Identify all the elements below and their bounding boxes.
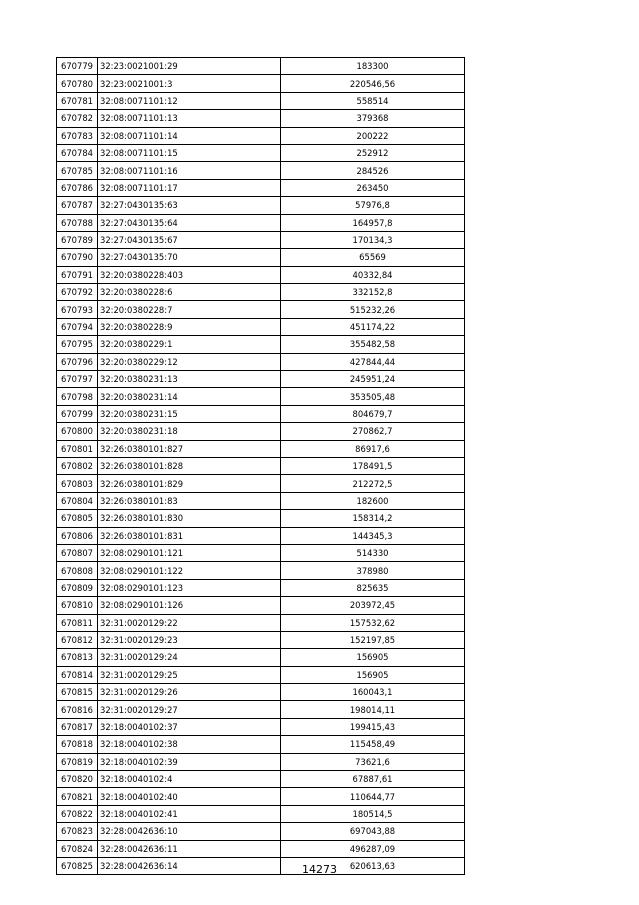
cadastral-number-cell: 32:18:0040102:37 <box>98 718 281 735</box>
value-cell: 212272,5 <box>281 475 465 492</box>
row-id-cell: 670783 <box>57 127 98 144</box>
value-cell: 57976,8 <box>281 197 465 214</box>
cadastral-number-cell: 32:31:0020129:23 <box>98 631 281 648</box>
cadastral-number-cell: 32:08:0071101:16 <box>98 162 281 179</box>
row-id-cell: 670785 <box>57 162 98 179</box>
cadastral-number-cell: 32:20:0380229:12 <box>98 353 281 370</box>
row-id-cell: 670810 <box>57 597 98 614</box>
value-cell: 378980 <box>281 562 465 579</box>
cadastral-number-cell: 32:08:0071101:15 <box>98 144 281 161</box>
row-id-cell: 670784 <box>57 144 98 161</box>
value-cell: 496287,09 <box>281 840 465 857</box>
row-id-cell: 670795 <box>57 336 98 353</box>
value-cell: 178491,5 <box>281 457 465 474</box>
cadastral-number-cell: 32:26:0380101:831 <box>98 527 281 544</box>
cadastral-number-cell: 32:26:0380101:830 <box>98 510 281 527</box>
table-row <box>57 144 465 161</box>
row-id-cell: 670803 <box>57 475 98 492</box>
table-row <box>57 597 465 614</box>
value-cell: 332152,8 <box>281 284 465 301</box>
table-row <box>57 179 465 196</box>
cadastral-number-cell: 32:08:0071101:13 <box>98 110 281 127</box>
cadastral-number-cell: 32:08:0290101:122 <box>98 562 281 579</box>
value-cell: 353505,48 <box>281 388 465 405</box>
value-cell: 263450 <box>281 179 465 196</box>
table-row <box>57 301 465 318</box>
row-id-cell: 670814 <box>57 666 98 683</box>
value-cell: 170134,3 <box>281 231 465 248</box>
cadastral-number-cell: 32:31:0020129:24 <box>98 649 281 666</box>
value-cell: 183300 <box>281 58 465 75</box>
table-row <box>57 614 465 631</box>
row-id-cell: 670802 <box>57 457 98 474</box>
cadastral-number-cell: 32:26:0380101:828 <box>98 457 281 474</box>
table-row <box>57 840 465 857</box>
row-id-cell: 670812 <box>57 631 98 648</box>
cadastral-number-cell: 32:08:0290101:126 <box>98 597 281 614</box>
table-row <box>57 197 465 214</box>
row-id-cell: 670815 <box>57 684 98 701</box>
table-row <box>57 510 465 527</box>
table-row <box>57 214 465 231</box>
row-id-cell: 670824 <box>57 840 98 857</box>
value-cell: 86917,6 <box>281 440 465 457</box>
table-row <box>57 92 465 109</box>
table-row <box>57 266 465 283</box>
table-row <box>57 75 465 92</box>
cadastral-number-cell: 32:20:0380231:13 <box>98 371 281 388</box>
row-id-cell: 670782 <box>57 110 98 127</box>
table-row <box>57 492 465 509</box>
cadastral-number-cell: 32:27:0430135:64 <box>98 214 281 231</box>
table-row <box>57 823 465 840</box>
value-cell: 198014,11 <box>281 701 465 718</box>
value-cell: 804679,7 <box>281 405 465 422</box>
row-id-cell: 670789 <box>57 231 98 248</box>
row-id-cell: 670793 <box>57 301 98 318</box>
table-row <box>57 649 465 666</box>
table-row <box>57 701 465 718</box>
row-id-cell: 670825 <box>57 857 98 874</box>
value-cell: 73621,6 <box>281 753 465 770</box>
cadastral-number-cell: 32:23:0021001:3 <box>98 75 281 92</box>
table-row <box>57 353 465 370</box>
row-id-cell: 670820 <box>57 771 98 788</box>
table-row <box>57 318 465 335</box>
value-cell: 451174,22 <box>281 318 465 335</box>
cadastral-number-cell: 32:20:0380229:1 <box>98 336 281 353</box>
row-id-cell: 670794 <box>57 318 98 335</box>
cadastral-number-cell: 32:26:0380101:827 <box>98 440 281 457</box>
row-id-cell: 670788 <box>57 214 98 231</box>
cadastral-number-cell: 32:08:0071101:14 <box>98 127 281 144</box>
value-cell: 199415,43 <box>281 718 465 735</box>
data-table <box>56 57 465 875</box>
value-cell: 252912 <box>281 144 465 161</box>
table-row <box>57 736 465 753</box>
table-row <box>57 405 465 422</box>
cadastral-number-cell: 32:27:0430135:70 <box>98 249 281 266</box>
row-id-cell: 670807 <box>57 544 98 561</box>
cadastral-number-cell: 32:20:0380228:6 <box>98 284 281 301</box>
cadastral-number-cell: 32:26:0380101:83 <box>98 492 281 509</box>
row-id-cell: 670798 <box>57 388 98 405</box>
value-cell: 427844,44 <box>281 353 465 370</box>
value-cell: 270862,7 <box>281 423 465 440</box>
table-row <box>57 388 465 405</box>
table-row <box>57 423 465 440</box>
value-cell: 67887,61 <box>281 771 465 788</box>
cadastral-number-cell: 32:08:0071101:17 <box>98 179 281 196</box>
row-id-cell: 670821 <box>57 788 98 805</box>
table-row <box>57 562 465 579</box>
row-id-cell: 670805 <box>57 510 98 527</box>
table-row <box>57 666 465 683</box>
value-cell: 697043,88 <box>281 823 465 840</box>
cadastral-number-cell: 32:28:0042636:11 <box>98 840 281 857</box>
cadastral-number-cell: 32:20:0380228:7 <box>98 301 281 318</box>
value-cell: 156905 <box>281 666 465 683</box>
cadastral-number-cell: 32:20:0380228:403 <box>98 266 281 283</box>
table-row <box>57 475 465 492</box>
table-row <box>57 718 465 735</box>
table-row <box>57 440 465 457</box>
value-cell: 110644,77 <box>281 788 465 805</box>
row-id-cell: 670779 <box>57 58 98 75</box>
value-cell: 65569 <box>281 249 465 266</box>
cadastral-number-cell: 32:18:0040102:38 <box>98 736 281 753</box>
table-row <box>57 110 465 127</box>
table-row <box>57 127 465 144</box>
table-row <box>57 771 465 788</box>
row-id-cell: 670796 <box>57 353 98 370</box>
table-row <box>57 162 465 179</box>
cadastral-number-cell: 32:20:0380231:15 <box>98 405 281 422</box>
row-id-cell: 670809 <box>57 579 98 596</box>
row-id-cell: 670801 <box>57 440 98 457</box>
table-row <box>57 631 465 648</box>
row-id-cell: 670780 <box>57 75 98 92</box>
value-cell: 514330 <box>281 544 465 561</box>
cadastral-number-cell: 32:27:0430135:63 <box>98 197 281 214</box>
value-cell: 164957,8 <box>281 214 465 231</box>
row-id-cell: 670806 <box>57 527 98 544</box>
table-row <box>57 527 465 544</box>
row-id-cell: 670786 <box>57 179 98 196</box>
row-id-cell: 670808 <box>57 562 98 579</box>
cadastral-number-cell: 32:08:0290101:121 <box>98 544 281 561</box>
cadastral-number-cell: 32:31:0020129:22 <box>98 614 281 631</box>
row-id-cell: 670813 <box>57 649 98 666</box>
value-cell: 355482,58 <box>281 336 465 353</box>
cadastral-number-cell: 32:31:0020129:27 <box>98 701 281 718</box>
table-row <box>57 788 465 805</box>
cadastral-number-cell: 32:18:0040102:40 <box>98 788 281 805</box>
row-id-cell: 670818 <box>57 736 98 753</box>
cadastral-number-cell: 32:28:0042636:14 <box>98 857 281 874</box>
value-cell: 515232,26 <box>281 301 465 318</box>
row-id-cell: 670800 <box>57 423 98 440</box>
table-row <box>57 753 465 770</box>
cadastral-number-cell: 32:18:0040102:39 <box>98 753 281 770</box>
value-cell: 152197,85 <box>281 631 465 648</box>
row-id-cell: 670791 <box>57 266 98 283</box>
cadastral-number-cell: 32:20:0380231:18 <box>98 423 281 440</box>
value-cell: 40332,84 <box>281 266 465 283</box>
value-cell: 115458,49 <box>281 736 465 753</box>
row-id-cell: 670799 <box>57 405 98 422</box>
value-cell: 180514,5 <box>281 805 465 822</box>
row-id-cell: 670804 <box>57 492 98 509</box>
value-cell: 182600 <box>281 492 465 509</box>
table-row <box>57 336 465 353</box>
value-cell: 156905 <box>281 649 465 666</box>
table-row <box>57 284 465 301</box>
value-cell: 158314,2 <box>281 510 465 527</box>
cadastral-number-cell: 32:28:0042636:10 <box>98 823 281 840</box>
cadastral-number-cell: 32:26:0380101:829 <box>98 475 281 492</box>
value-cell: 558514 <box>281 92 465 109</box>
value-cell: 379368 <box>281 110 465 127</box>
value-cell: 620613,63 <box>281 857 465 874</box>
value-cell: 220546,56 <box>281 75 465 92</box>
value-cell: 157532,62 <box>281 614 465 631</box>
table-row <box>57 579 465 596</box>
value-cell: 200222 <box>281 127 465 144</box>
value-cell: 284526 <box>281 162 465 179</box>
cadastral-number-cell: 32:23:0021001:29 <box>98 58 281 75</box>
value-cell: 203972,45 <box>281 597 465 614</box>
row-id-cell: 670819 <box>57 753 98 770</box>
value-cell: 825635 <box>281 579 465 596</box>
table-row <box>57 544 465 561</box>
value-cell: 160043,1 <box>281 684 465 701</box>
row-id-cell: 670822 <box>57 805 98 822</box>
table-row <box>57 684 465 701</box>
value-cell: 245951,24 <box>281 371 465 388</box>
cadastral-number-cell: 32:27:0430135:67 <box>98 231 281 248</box>
cadastral-number-cell: 32:31:0020129:26 <box>98 684 281 701</box>
cadastral-number-cell: 32:08:0290101:123 <box>98 579 281 596</box>
row-id-cell: 670790 <box>57 249 98 266</box>
table-row <box>57 371 465 388</box>
row-id-cell: 670797 <box>57 371 98 388</box>
row-id-cell: 670823 <box>57 823 98 840</box>
row-id-cell: 670816 <box>57 701 98 718</box>
row-id-cell: 670817 <box>57 718 98 735</box>
cadastral-number-cell: 32:18:0040102:41 <box>98 805 281 822</box>
cadastral-number-cell: 32:20:0380231:14 <box>98 388 281 405</box>
table-row <box>57 457 465 474</box>
table-body <box>57 58 465 875</box>
cadastral-number-cell: 32:20:0380228:9 <box>98 318 281 335</box>
page-number: 14273 <box>302 863 337 876</box>
table-row <box>57 231 465 248</box>
cadastral-number-cell: 32:18:0040102:4 <box>98 771 281 788</box>
table-row <box>57 58 465 75</box>
cadastral-number-cell: 32:31:0020129:25 <box>98 666 281 683</box>
cadastral-number-cell: 32:08:0071101:12 <box>98 92 281 109</box>
row-id-cell: 670792 <box>57 284 98 301</box>
table-row <box>57 805 465 822</box>
row-id-cell: 670787 <box>57 197 98 214</box>
row-id-cell: 670781 <box>57 92 98 109</box>
row-id-cell: 670811 <box>57 614 98 631</box>
table-row <box>57 249 465 266</box>
value-cell: 144345,3 <box>281 527 465 544</box>
